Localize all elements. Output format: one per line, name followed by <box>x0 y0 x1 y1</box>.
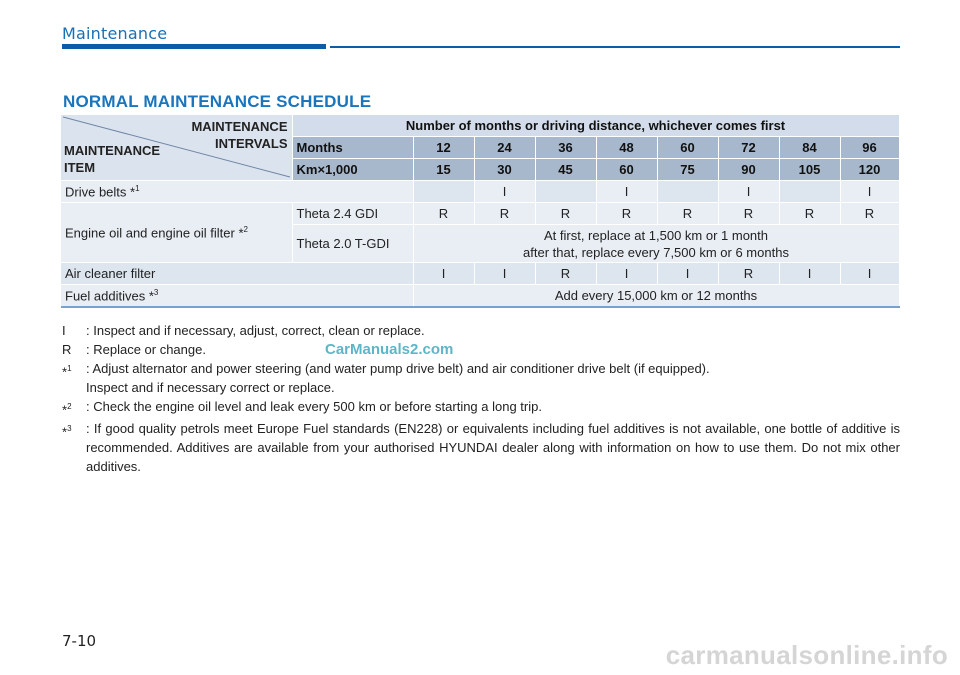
header-rule-thick <box>62 44 326 49</box>
interval-cell: R <box>474 203 535 225</box>
note-footnote-2: *$^2$ : Check the engine oil level and leak every 500 km or before starting a long trip. <box>62 399 542 418</box>
km-label: Km×1,000 <box>292 159 413 181</box>
corner-header <box>61 115 292 181</box>
page-title: NORMAL MAINTENANCE SCHEDULE <box>63 92 372 111</box>
fuel-additives-label: Fuel additives *$^3$ <box>61 285 413 308</box>
section-header: Maintenance <box>62 24 168 43</box>
drive-belts-label: Drive belts *$^1$ <box>61 181 413 203</box>
interval-cell: R <box>535 263 596 285</box>
interval-cell: R <box>840 203 899 225</box>
note-footnote-3: *$^3$ : If good quality petrols meet Europe Fuel standards (EN228) or equivalents including fuel additives is not available, one bottle of additive is recommended. Additives are available from your authorised HYUNDAI dealer along with information on how to use them. Do not mix other additives. <box>62 421 900 475</box>
fuel-additives-text: Add every 15,000 km or 12 months <box>413 285 899 308</box>
interval-cell: I <box>474 263 535 285</box>
note-footnote-1: *$^1$ : Adjust alternator and power steering (and water pump drive belt) and air conditioner drive belt (if equipped). Inspect and if necessary correct or replace. <box>62 361 710 395</box>
air-cleaner-label: Air cleaner filter <box>61 263 413 285</box>
theta24-label: Theta 2.4 GDI <box>292 203 413 225</box>
km-cell: 60 <box>596 159 657 181</box>
interval-cell <box>657 181 718 203</box>
table-row <box>61 263 899 285</box>
km-cell: 75 <box>657 159 718 181</box>
interval-cell: R <box>535 203 596 225</box>
km-cell: 45 <box>535 159 596 181</box>
interval-cell: R <box>718 263 779 285</box>
interval-cell: R <box>413 203 474 225</box>
site-watermark: carmanualsonline.info <box>665 640 948 670</box>
engine-oil-label: Engine oil and engine oil filter *$^2$ <box>61 203 292 263</box>
interval-cell <box>535 181 596 203</box>
theta20-instructions: At first, replace at 1,500 km or 1 month after that, replace every 7,500 km or 6 months <box>413 225 899 263</box>
interval-cell: I <box>840 263 899 285</box>
interval-cell: I <box>413 263 474 285</box>
theta20-label: Theta 2.0 T-GDI <box>292 225 413 263</box>
interval-cell: I <box>657 263 718 285</box>
interval-cell: I <box>779 263 840 285</box>
km-cell: 120 <box>840 159 899 181</box>
km-cell: 105 <box>779 159 840 181</box>
interval-cell: I <box>596 263 657 285</box>
note-replace: R : Replace or change. <box>62 342 206 357</box>
month-cell: 60 <box>657 137 718 159</box>
km-cell: 30 <box>474 159 535 181</box>
table-row <box>61 181 899 203</box>
table-row <box>61 285 899 308</box>
km-cell: 90 <box>718 159 779 181</box>
interval-cell: I <box>840 181 899 203</box>
maintenance-table <box>61 115 900 308</box>
span-header: Number of months or driving distance, whichever comes first <box>292 115 899 137</box>
month-cell: 72 <box>718 137 779 159</box>
corner-bottom-label: MAINTENANCE ITEM <box>64 143 161 175</box>
interval-cell: I <box>596 181 657 203</box>
interval-cell: R <box>779 203 840 225</box>
interval-cell <box>413 181 474 203</box>
corner-top-label: MAINTENANCE INTERVALS <box>191 119 288 151</box>
month-cell: 12 <box>413 137 474 159</box>
legend-notes <box>62 321 900 476</box>
interval-cell: I <box>718 181 779 203</box>
note-inspect: I : Inspect and if necessary, adjust, correct, clean or replace. <box>62 323 425 338</box>
interval-cell: R <box>657 203 718 225</box>
interval-cell: R <box>596 203 657 225</box>
month-cell: 48 <box>596 137 657 159</box>
interval-cell: I <box>474 181 535 203</box>
page-number: 7-10 <box>62 632 97 650</box>
km-cell: 15 <box>413 159 474 181</box>
interval-cell <box>779 181 840 203</box>
watermark: CarManuals2.com <box>325 341 454 358</box>
header-rule-thin <box>330 46 900 48</box>
interval-cell: R <box>718 203 779 225</box>
month-cell: 84 <box>779 137 840 159</box>
table-row <box>61 203 899 225</box>
months-label: Months <box>292 137 413 159</box>
month-cell: 96 <box>840 137 899 159</box>
month-cell: 24 <box>474 137 535 159</box>
month-cell: 36 <box>535 137 596 159</box>
